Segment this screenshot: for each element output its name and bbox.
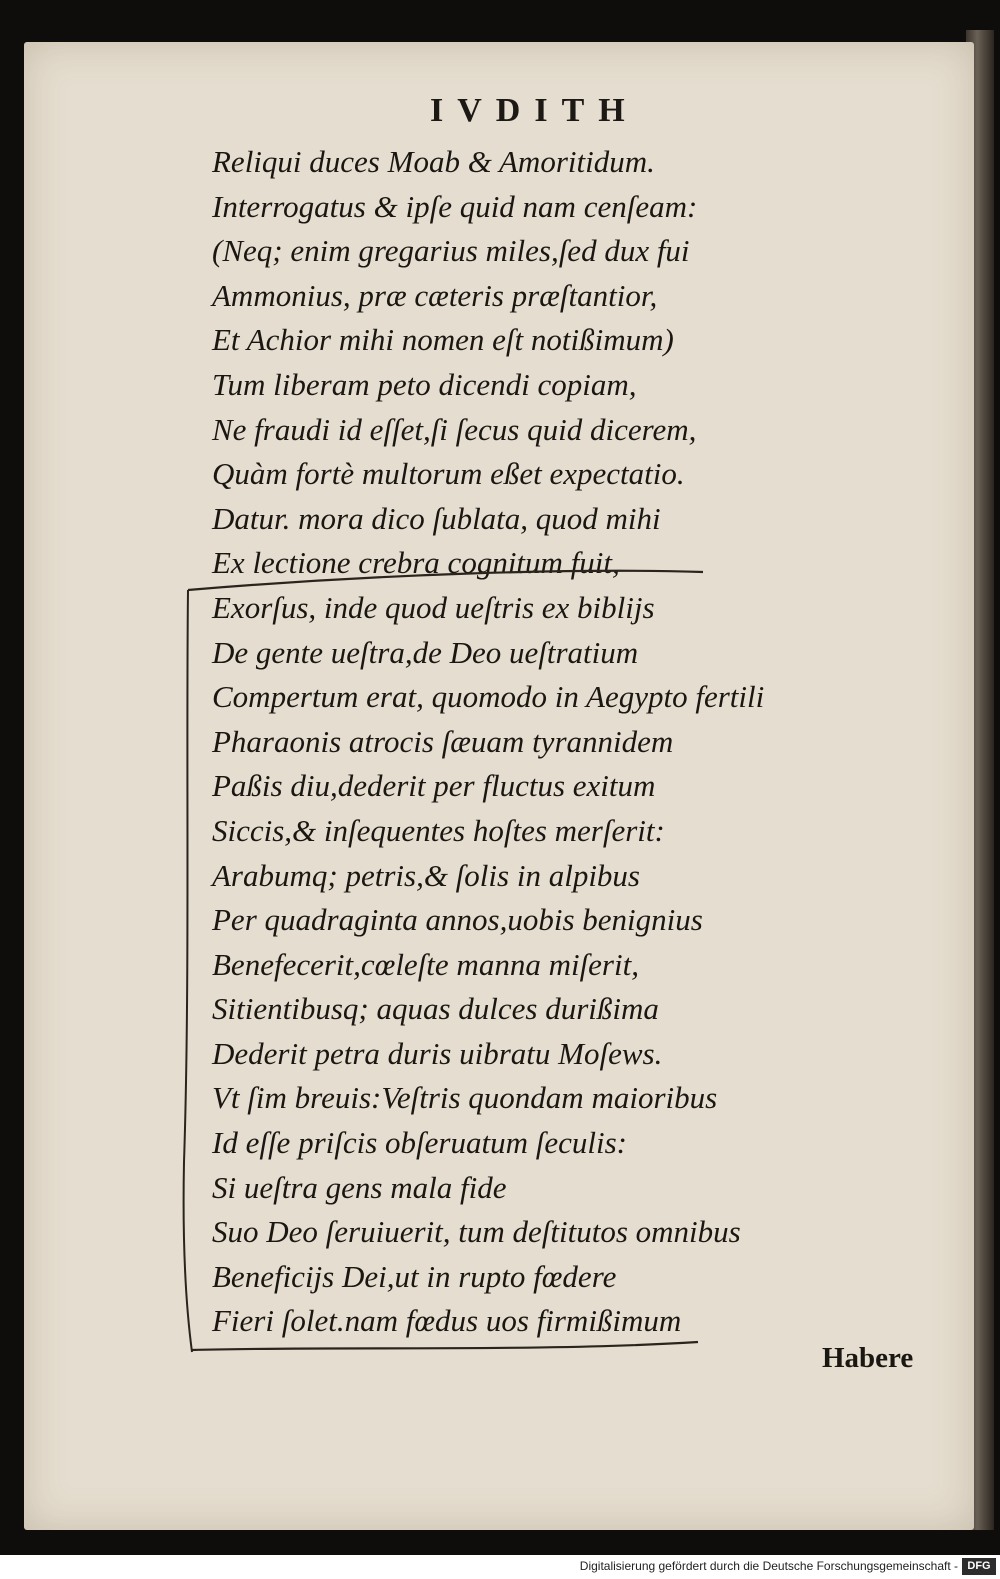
verse-line: Beneficijs Dei,ut in rupto fœdere [212,1258,617,1294]
verse-line: Per quadraginta annos,uobis benignius [212,902,703,938]
footer-bar [0,1555,1000,1579]
verse-line: De gente ueſtra,de Deo ueſtratium [212,634,639,670]
verse-line: Vt ſim breuis:Veſtris quondam maioribus [212,1080,718,1116]
verse-line: Arabumq; petris,& ſolis in alpibus [212,857,640,893]
footer-credit: Digitalisierung gefördert durch die Deutsche Forschungsgemeinschaft - [579,1559,958,1573]
handwritten-bracket [178,562,718,1362]
verse-line: Datur. mora dico ſublata, quod mihi [212,500,661,536]
verse-line: Ex lectione crebra cognitum fuit, [212,545,620,581]
verse-line: Tum liberam peto dicendi copiam, [212,366,637,402]
verse-line: Dederit petra duris uibratu Moſews. [212,1035,663,1071]
verse-line: (Neq; enim gregarius miles,ſed dux fui [212,233,690,269]
verse-line: Sitientibusq; aquas dulces durißima [212,991,659,1027]
verse-line: Et Achior mihi nomen eſt notißimum) [212,322,674,358]
verse-line: Benefecerit,cœleſte manna miſerit, [212,946,639,982]
verse-line: Compertum erat, quomodo in Aegypto fertili [212,679,765,715]
verse-line: Paßis diu,dederit per fluctus exitum [212,768,656,804]
verse-line: Fieri ſolet.nam fœdus uos firmißimum [212,1303,682,1339]
verse-line: Ammonius, præ cæteris præſtantior, [212,277,658,313]
verse-line: Si ueſtra gens mala fide [212,1169,507,1205]
verse-line: Exorſus, inde quod ueſtris ex biblijs [212,589,655,625]
verse-line: Quàm fortè multorum eßet expectatio. [212,456,685,492]
verse-line: Siccis,& inſequentes hoſtes merſerit: [212,812,665,848]
verse-line: Ne fraudi id eſſet,ſi ſecus quid dicerem, [212,411,697,447]
running-head: IVDITH [430,92,639,129]
verse-line: Interrogatus & ipſe quid nam cenſeam: [212,188,698,224]
verse-line: Id eſſe priſcis obſeruatum ſeculis: [212,1125,627,1161]
dfg-logo: DFG [962,1558,996,1575]
verse-line: Reliqui duces Moab & Amoritidum. [212,144,655,179]
catchword: Habere [822,1342,914,1374]
verse-line: Suo Deo ſeruiuerit, tum deſtitutos omnibus [212,1214,741,1250]
verse-line: Pharaonis atrocis ſæuam tyrannidem [212,723,674,759]
